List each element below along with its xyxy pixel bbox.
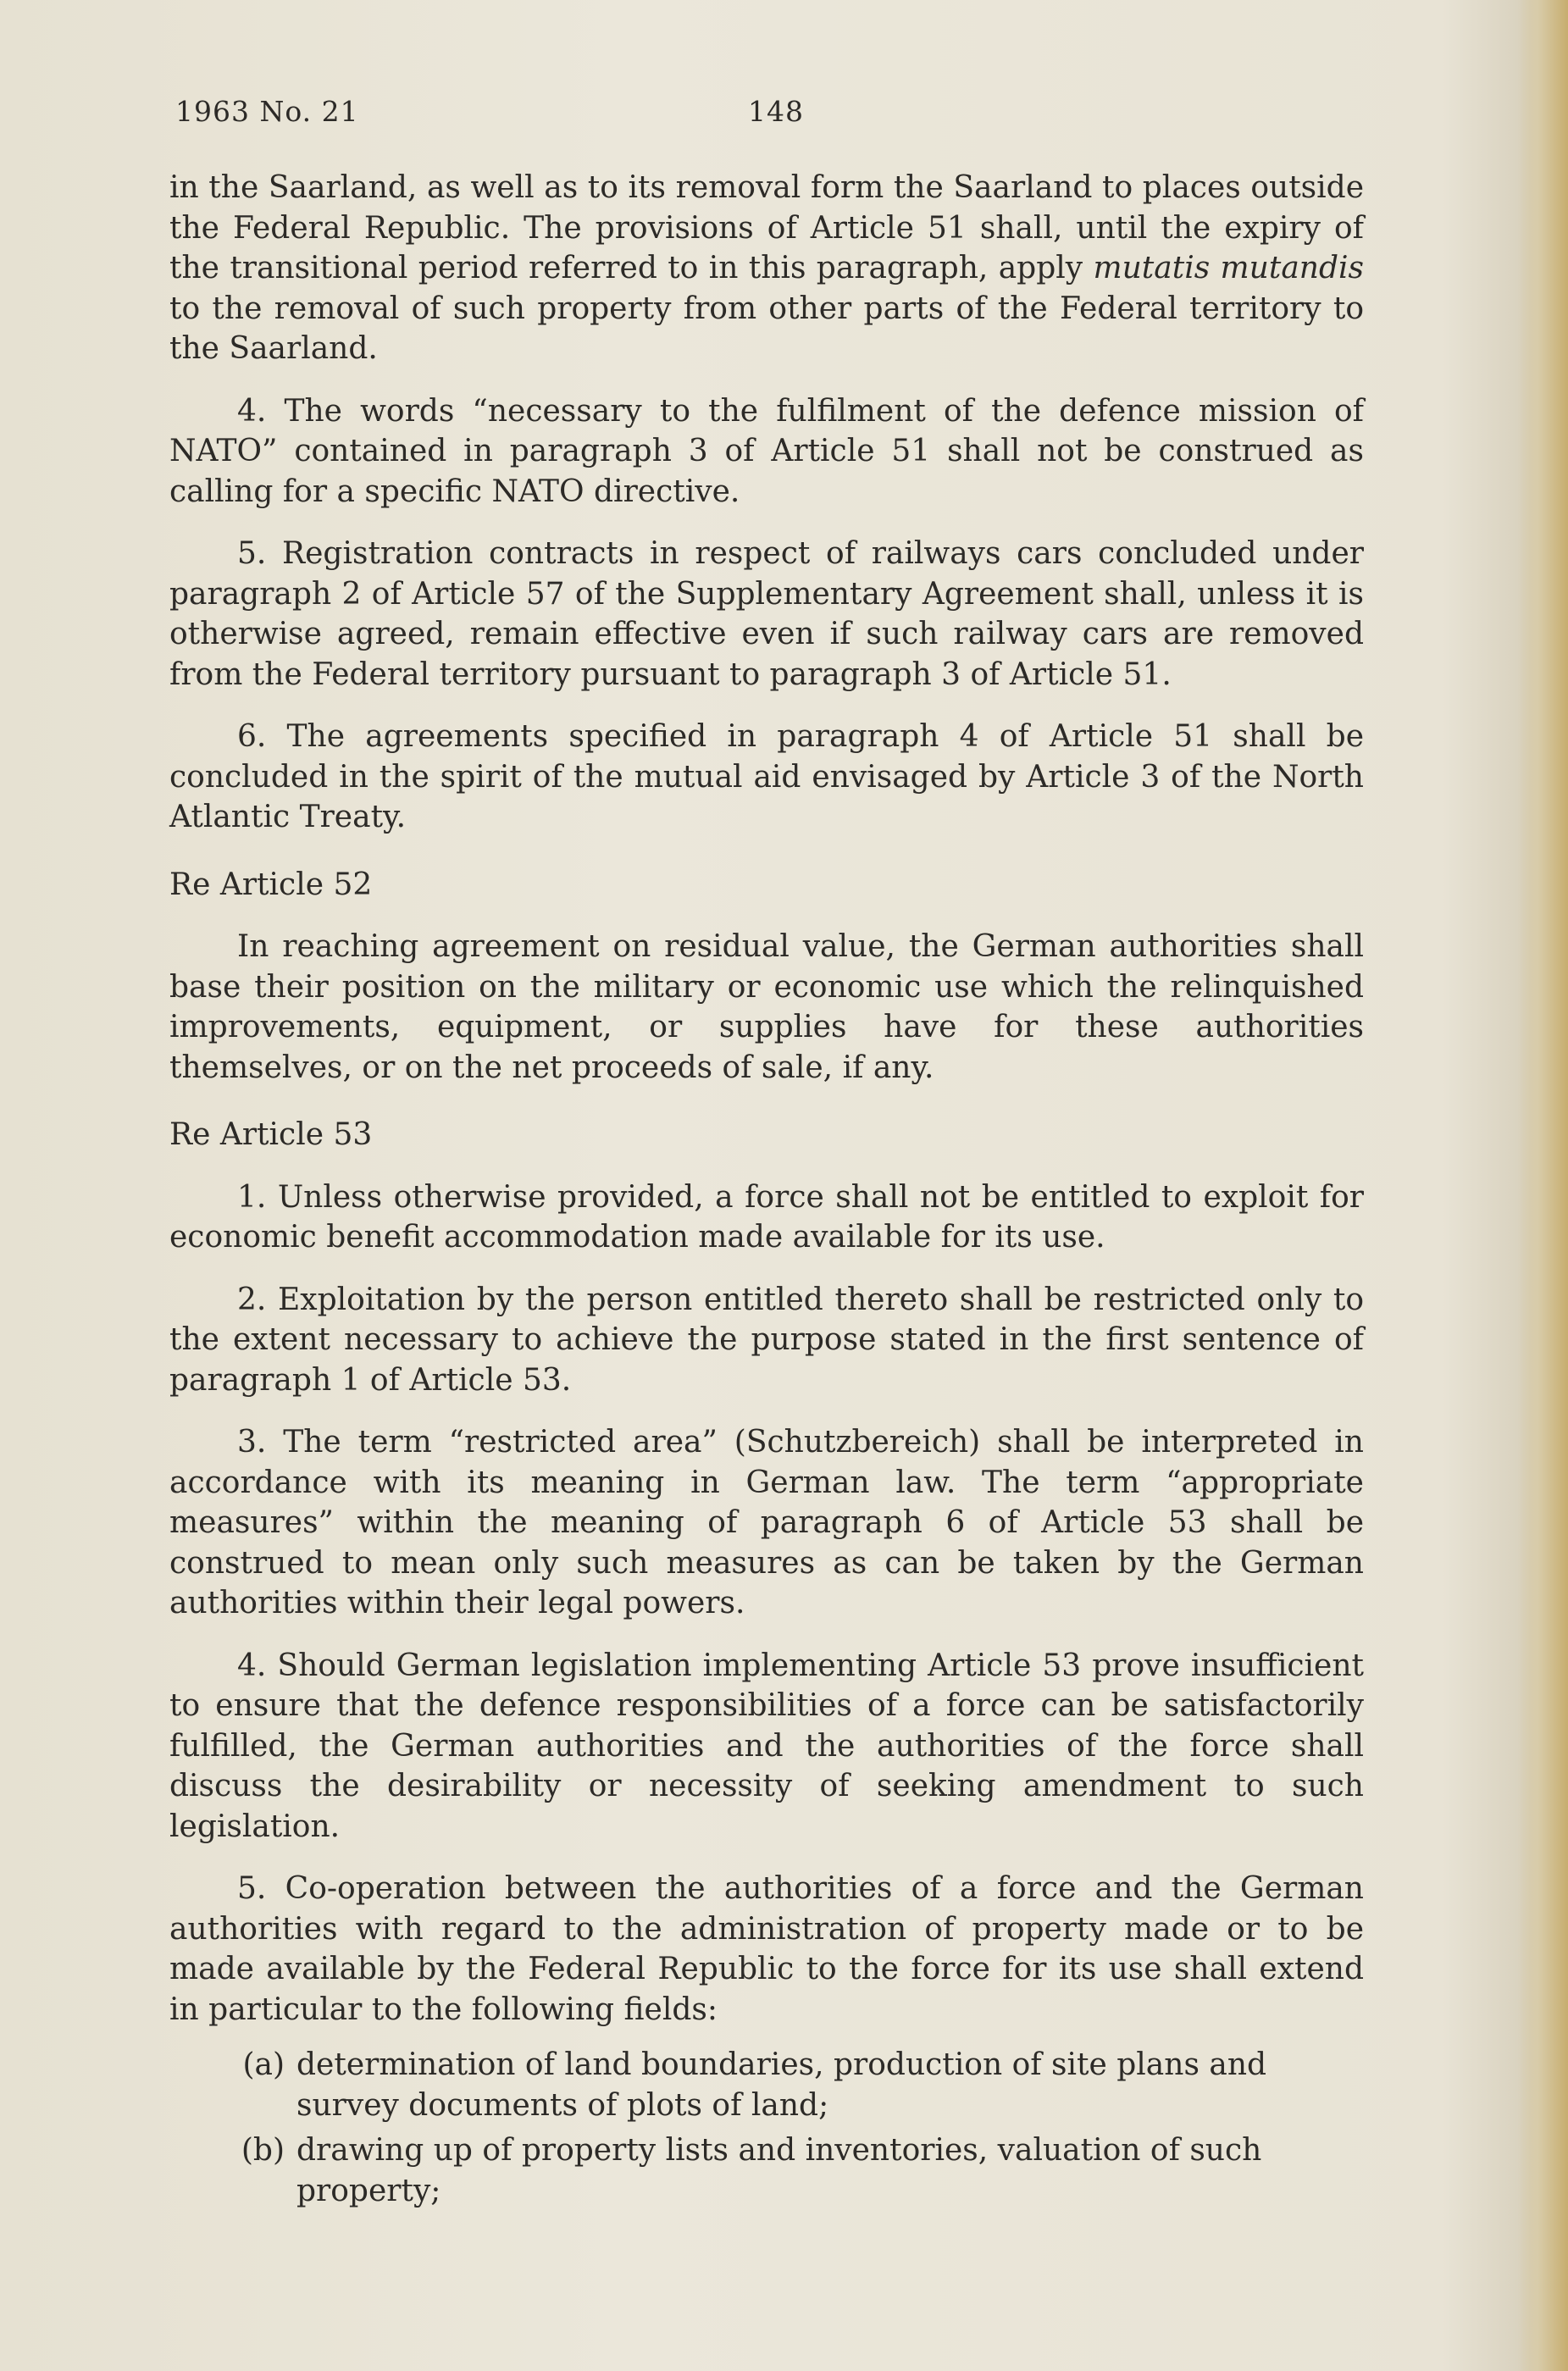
list-item-text: drawing up of property lists and inventories, valuation of such property; [296,2133,1262,2208]
paragraph-53-5: 5. Co-operation between the authorities of a force and the German authorities with regard to the administration of property made or to be made available by the Federal Republic to the force for its use shall extend in particular to the following fields: [169,1871,1364,2027]
paragraph-4: 4. The words “necessary to the fulfilment of the defence mission of NATO” contained in paragraph 3 of Article 51 shall not be construed as calling for a specific NATO directive. [169,393,1364,509]
page-edge [1517,0,1568,2371]
page-content [169,168,1364,2211]
paragraph-53-4: 4. Should German legislation implementing Article 53 prove insufficient to ensure that the defence responsibilities of a force can be satisfactorily fulfilled, the German authorities and the authorities of the force shall discuss the desirability or necessity of seeking amendment to such legislation. [169,1648,1364,1844]
list-item-text: determination of land boundaries, production of site plans and survey documents of plots of land; [296,2047,1267,2123]
paragraph-5: 5. Registration contracts in respect of railways cars concluded under paragraph 2 of Article 57 of the Supplementary Agreement shall, unless it is otherwise agreed, remain effective even if such railway cars are removed from the Federal territory pursuant to paragraph 3 of Article 51. [169,536,1364,692]
list-item-a [169,2045,1364,2125]
page-number: 148 [748,95,804,128]
paragraph-53-2: 2. Exploitation by the person entitled thereto shall be restricted only to the extent necessary to achieve the purpose stated in the first sentence of paragraph 1 of Article 53. [169,1282,1364,1398]
paragraph-6: 6. The agreements specified in paragraph 4 of Article 51 shall be concluded in the spirit of the mutual aid envisaged by Article 3 of the North Atlantic Treaty. [169,719,1364,834]
latin-phrase: mutatis mutandis [1093,251,1365,285]
paragraph-continued: in the Saarland, as well as to its removal form the Saarland to places outside the Federal Republic. The provisions of Article 51 shall, until the expiry of the transitional period referred to in this paragraph, apply mutatis mutandis to the removal of such property from other parts of the Federal territory to the Saarland. [169,170,1365,366]
list-item-label: (b) [241,2133,285,2168]
paragraph-53-1: 1. Unless otherwise provided, a force shall not be entitled to exploit for economic benefit accommodation made available for its use. [169,1179,1364,1255]
heading-article-53: Re Article 53 [169,1117,373,1152]
year-number: 1963 No. 21 [175,95,359,128]
paragraph-53-3: 3. The term “restricted area” (Schutzbereich) shall be interpreted in accordance with its meaning in German law. The term “appropriate measures” within the meaning of paragraph 6 of Article 53 shall be construed to mean only such measures as can be taken by the German authorities within their legal powers. [169,1425,1364,1620]
list-item-b [169,2130,1364,2211]
paragraph-article-52: In reaching agreement on residual value, the German authorities shall base their position on the military or economic use which the relinquished improvements, equipment, or supplies have for these authorities themselves, or on the net proceeds of sale, if any. [169,929,1364,1085]
list-item-label: (a) [242,2047,285,2082]
heading-article-52: Re Article 52 [169,867,373,902]
